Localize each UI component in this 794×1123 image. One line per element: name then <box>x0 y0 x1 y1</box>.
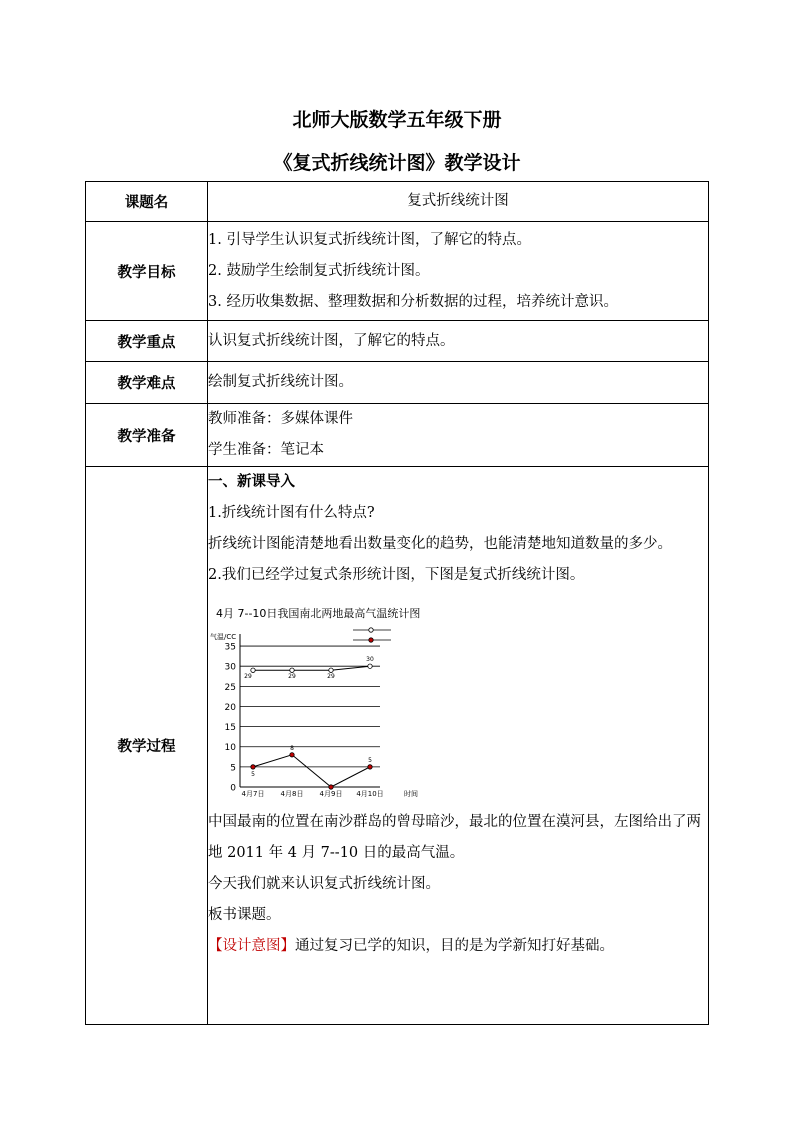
process-cell <box>208 467 709 1025</box>
row-difficulty <box>86 362 709 404</box>
x-tick-label: 4月9日 <box>319 790 343 798</box>
data-point <box>368 664 372 668</box>
goal-item: 3. 经历收集数据、整理数据和分析数据的过程，培养统计意识。 <box>208 293 618 310</box>
goal-item: 2. 鼓励学生绘制复式折线统计图。 <box>208 262 430 279</box>
paragraph-board: 板书课题。 <box>208 907 281 923</box>
document-title: 北师大版数学五年级下册 <box>292 109 502 131</box>
row-topic <box>86 182 709 222</box>
y-tick-label: 35 <box>224 642 236 653</box>
chart-svg <box>208 607 448 807</box>
prep-cell <box>208 404 709 467</box>
y-axis-label: 气温/CC <box>210 633 237 641</box>
row-goals <box>86 222 709 321</box>
question-1: 1.折线统计图有什么特点? <box>208 505 375 521</box>
series-line <box>253 666 370 670</box>
answer-1: 折线统计图能清楚地看出数量变化的趋势，也能清楚地知道数量的多少。 <box>208 536 672 552</box>
data-point <box>368 765 372 769</box>
row-preparation <box>86 404 709 467</box>
row-process <box>86 467 709 1025</box>
y-tick-label: 20 <box>224 702 236 713</box>
topic-value: 复式折线统计图 <box>208 182 709 222</box>
y-tick-label: 10 <box>224 743 236 754</box>
row-key-point <box>86 321 709 362</box>
design-intent <box>208 931 708 962</box>
x-axis-label: 时间 <box>404 790 418 798</box>
intent-tag: 【设计意图】 <box>208 938 295 954</box>
chart-title: 4月 7--10日我国南北两地最高气温统计图 <box>216 607 421 620</box>
x-tick-label: 4月7日 <box>241 790 265 798</box>
data-point <box>290 668 294 672</box>
data-point <box>290 753 294 757</box>
goals-cell <box>208 222 709 321</box>
legend-marker <box>369 638 373 642</box>
section-heading: 一、新课导入 <box>208 474 295 490</box>
y-tick-label: 25 <box>224 682 236 693</box>
data-label: 8 <box>290 744 294 752</box>
process-label: 教学过程 <box>86 467 208 1025</box>
prep-label: 教学准备 <box>86 404 208 467</box>
prep-teacher: 教师准备：多媒体课件 <box>208 411 353 427</box>
goals-label: 教学目标 <box>86 222 208 321</box>
data-point <box>329 785 333 789</box>
intent-text: 通过复习已学的知识，目的是为学新知打好基础。 <box>295 938 614 954</box>
key-value: 认识复式折线统计图，了解它的特点。 <box>208 321 709 362</box>
topic-label: 课题名 <box>86 182 208 222</box>
y-tick-label: 0 <box>230 783 236 794</box>
data-point <box>251 668 255 672</box>
prep-student: 学生准备：笔记本 <box>208 442 324 458</box>
x-tick-label: 4月8日 <box>280 790 304 798</box>
data-label: 29 <box>327 673 335 681</box>
temperature-line-chart <box>208 607 448 807</box>
data-point <box>251 765 255 769</box>
lesson-title: 《复式折线统计图》教学设计 <box>273 152 521 174</box>
data-label: 29 <box>288 673 296 681</box>
question-2: 2.我们已经学过复式条形统计图，下图是复式折线统计图。 <box>208 567 585 583</box>
lesson-plan-table <box>85 181 709 1025</box>
paragraph-location: 中国最南的位置在南沙群岛的曾母暗沙，最北的位置在漠河县，左图给出了两地 2011 年 4 月 7--10 日的最高气温。 <box>208 814 701 861</box>
goal-item: 1. 引导学生认识复式折线统计图，了解它的特点。 <box>208 231 531 248</box>
data-label: 5 <box>251 770 255 778</box>
y-tick-label: 5 <box>230 763 236 774</box>
data-point <box>329 668 333 672</box>
key-label: 教学重点 <box>86 321 208 362</box>
difficulty-label: 教学难点 <box>86 362 208 404</box>
series-line <box>253 755 370 787</box>
paragraph-today: 今天我们就来认识复式折线统计图。 <box>208 876 440 892</box>
y-tick-label: 30 <box>224 662 236 673</box>
x-tick-label: 4月10日 <box>356 790 384 798</box>
difficulty-value: 绘制复式折线统计图。 <box>208 362 709 404</box>
data-label: 5 <box>368 756 372 764</box>
y-tick-label: 15 <box>224 723 236 734</box>
legend-marker <box>369 628 373 632</box>
data-label: 30 <box>366 656 374 664</box>
data-label: 29 <box>244 673 252 681</box>
